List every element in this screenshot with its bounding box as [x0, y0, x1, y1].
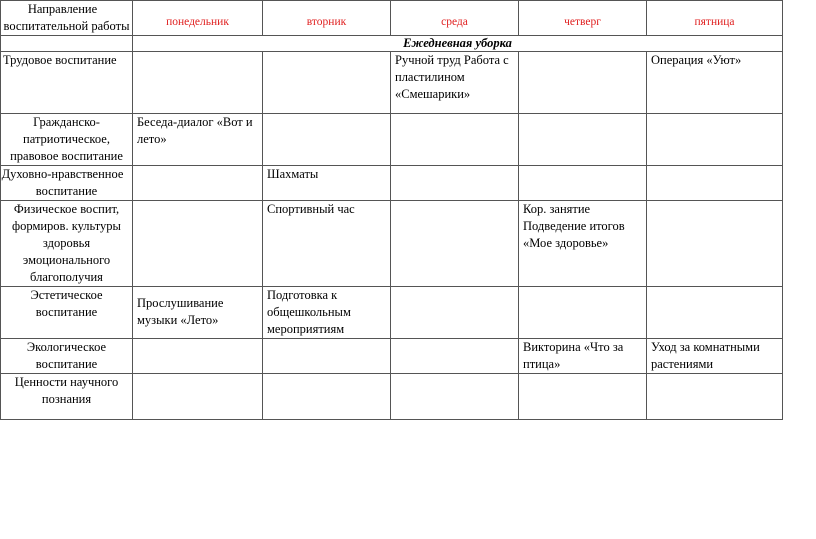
plan-cell — [391, 201, 519, 287]
header-row — [1, 1, 783, 36]
direction-cell: Духовно-нравственное воспитание — [1, 166, 133, 201]
plan-cell: Подготовка к общешкольным мероприятиям — [263, 287, 391, 339]
day-thursday: четверг — [519, 1, 647, 36]
plan-cell — [263, 339, 391, 374]
plan-cell — [391, 339, 519, 374]
table-row — [1, 287, 783, 339]
plan-cell — [133, 339, 263, 374]
day-tuesday: вторник — [263, 1, 391, 36]
plan-cell — [263, 374, 391, 420]
plan-cell — [647, 201, 783, 287]
plan-cell — [263, 114, 391, 166]
plan-cell — [647, 166, 783, 201]
plan-cell: Операция «Уют» — [647, 52, 783, 114]
plan-cell — [519, 52, 647, 114]
table-row — [1, 201, 783, 287]
daily-row — [1, 36, 783, 52]
table-row — [1, 166, 783, 201]
table-row — [1, 374, 783, 420]
plan-cell — [133, 166, 263, 201]
plan-cell — [263, 52, 391, 114]
plan-cell — [391, 166, 519, 201]
plan-cell: Уход за комнатными растениями — [647, 339, 783, 374]
plan-cell: Беседа-диалог «Вот и лето» — [133, 114, 263, 166]
plan-cell — [133, 52, 263, 114]
plan-cell — [519, 166, 647, 201]
day-friday: пятница — [647, 1, 783, 36]
plan-cell — [519, 287, 647, 339]
direction-cell: Физическое воспит, формиров. культуры здоровья эмоционального благополучия — [1, 201, 133, 287]
daily-cleaning: Ежедневная уборка — [133, 36, 783, 52]
direction-cell: Трудовое воспитание — [1, 52, 133, 114]
table-row — [1, 339, 783, 374]
plan-cell — [391, 374, 519, 420]
direction-cell: Ценности научного познания — [1, 374, 133, 420]
plan-cell — [133, 201, 263, 287]
plan-cell — [391, 287, 519, 339]
day-monday: понедельник — [133, 1, 263, 36]
plan-cell: Ручной труд Работа с пластилином «Смешарики» — [391, 52, 519, 114]
plan-cell — [133, 374, 263, 420]
direction-cell: Гражданско-патриотическое, правовое воспитание — [1, 114, 133, 166]
plan-cell — [647, 374, 783, 420]
direction-cell: Эстетическое воспитание — [1, 287, 133, 339]
table-row — [1, 52, 783, 114]
plan-cell — [647, 114, 783, 166]
direction-header: Направление воспитательной работы — [1, 1, 133, 36]
plan-cell: Викторина «Что за птица» — [519, 339, 647, 374]
plan-cell: Кор. занятие Подведение итогов «Мое здоровье» — [519, 201, 647, 287]
plan-cell — [519, 374, 647, 420]
plan-cell: Прослушивание музыки «Лето» — [133, 287, 263, 339]
plan-cell: Спортивный час — [263, 201, 391, 287]
plan-cell — [519, 114, 647, 166]
day-wednesday: среда — [391, 1, 519, 36]
plan-cell — [647, 287, 783, 339]
table-row — [1, 114, 783, 166]
plan-cell — [391, 114, 519, 166]
daily-row-blank — [1, 36, 133, 52]
direction-cell: Экологическое воспитание — [1, 339, 133, 374]
plan-cell: Шахматы — [263, 166, 391, 201]
